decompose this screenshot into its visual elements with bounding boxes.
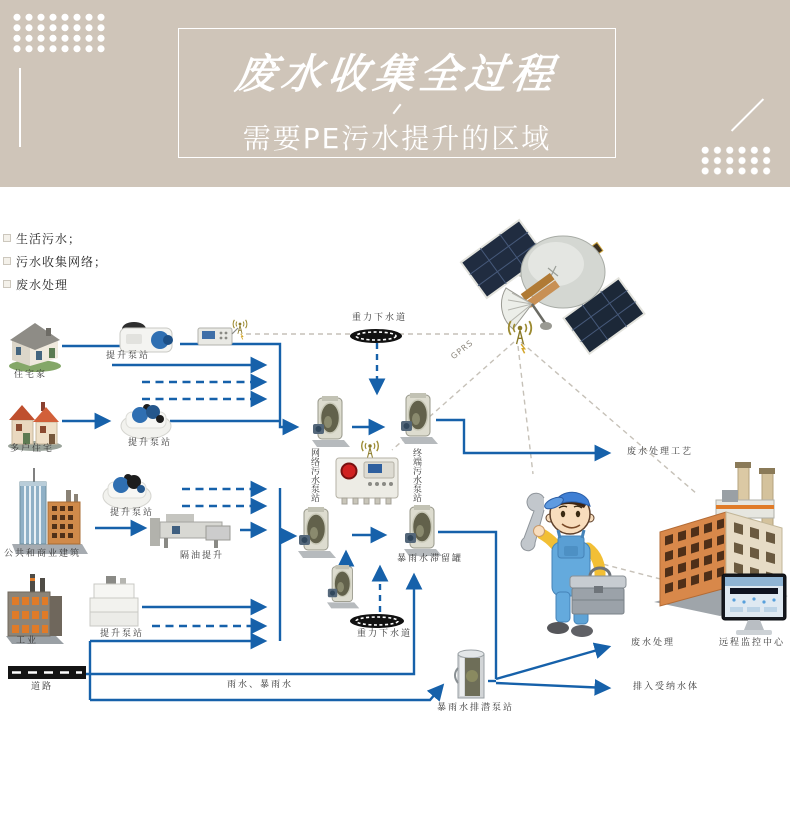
page-subtitle: 需要PE污水提升的区域 [242,122,552,155]
lift-pump-station-3-icon [103,474,151,509]
industry-factory-icon [6,574,64,644]
label-lift-pump-2: 提升泵站 [128,438,173,448]
label-storm-tank: 暴雨水滞留罐 [397,554,464,564]
label-monitor-center: 远程监控中心 [719,638,786,648]
label-rainwater: 雨水、暴雨水 [227,680,294,690]
service-worker-icon [521,492,626,637]
residential-house-icon [9,323,61,372]
label-treatment-process: 废水处理工艺 [627,447,694,457]
control-box-icon [336,441,398,504]
label-gravity-sewer-bottom: 重力下水道 [357,629,413,639]
label-lift-pump-4: 提升泵站 [100,629,145,639]
network-pump-tank2-icon [298,507,336,558]
label-public-commercial: 公共和商业建筑 [4,549,82,559]
label-road: 道路 [31,682,54,692]
legend [16,228,107,297]
legend-item-treatment: 废水处理 [16,278,69,292]
terminal-pump-tank-icon [400,393,438,444]
storm-pump-cylinder-icon [455,650,484,698]
label-grease-lift: 隔油提升 [180,551,225,561]
legend-bullet-2 [3,257,11,265]
network-pump-tank-icon [312,396,350,447]
legend-item-collection-network: 污水收集网络； [16,255,108,269]
small-sewage-tank-icon [327,565,359,608]
label-network-pump-station: 网络污水泵站 [309,448,319,502]
gravity-sewer-manhole-top-icon [350,329,402,343]
label-industry: 工业 [16,636,39,646]
legend-item-domestic-sewage: 生活污水； [16,232,82,246]
label-storm-pump-station: 暴雨水排潜泵站 [437,703,515,713]
label-gprs: GPRS [449,338,476,362]
storm-retention-tank-icon [404,505,442,556]
lift-pump-station-4-icon [90,576,138,626]
label-terminal-pump-station: 终端污水泵站 [411,448,421,502]
legend-bullet-1 [3,234,11,242]
label-gravity-sewer-top: 重力下水道 [352,313,408,323]
lift-pump-station-1-icon [120,322,173,352]
legend-bullet-3 [3,280,11,288]
gravity-sewer-manhole-bottom-icon [350,614,404,628]
label-lift-pump-1: 提升泵站 [106,351,151,361]
grease-lift-machine-icon [150,514,230,548]
road-icon [8,666,86,679]
monitor-screen-icon [722,574,786,635]
label-lift-pump-3: 提升泵站 [110,508,155,518]
satellite-icon [461,220,644,354]
lift-pump-station-2-icon [121,404,171,439]
label-multi-family: 多户住宅 [10,444,55,454]
label-treatment: 废水处理 [631,638,676,648]
commercial-buildings-icon [12,468,88,554]
label-discharge: 排入受纳水体 [633,682,700,692]
page-title: 废水收集全过程 [232,50,561,98]
label-residential: 住宅家 [14,370,48,380]
remote-controller-icon [198,320,247,345]
